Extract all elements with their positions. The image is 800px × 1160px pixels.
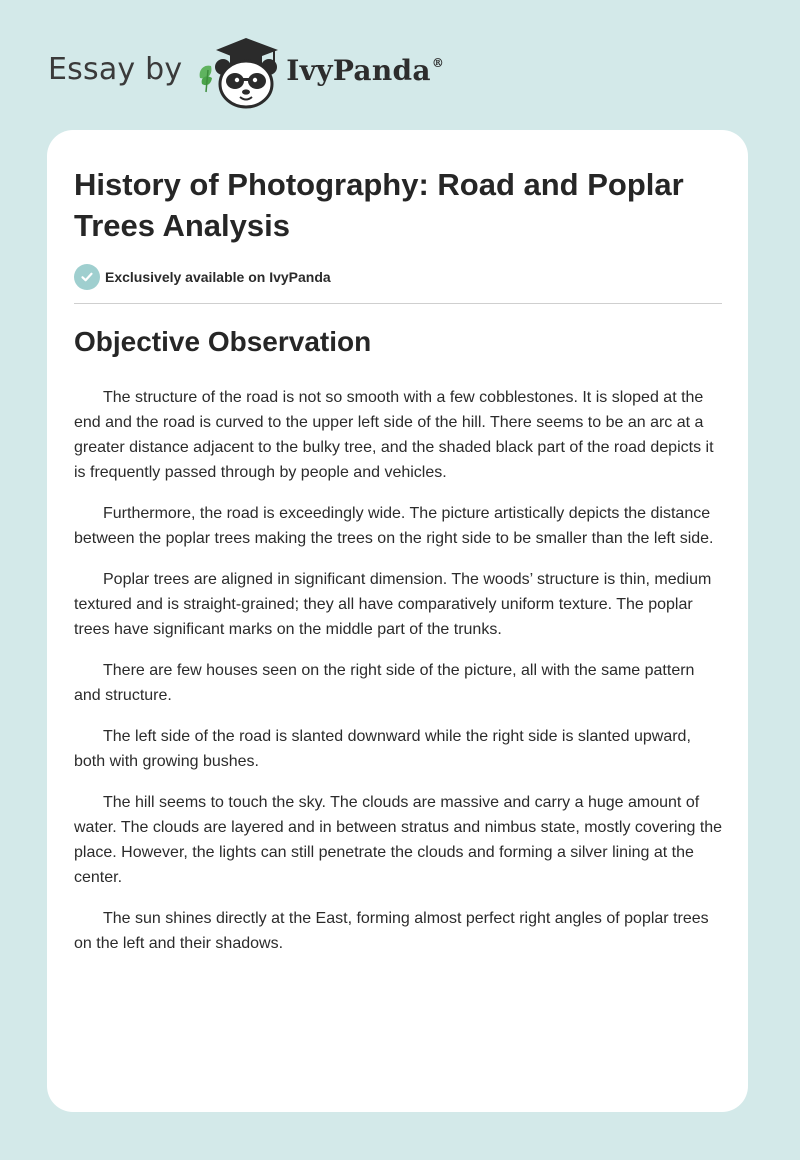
- exclusive-badge: [74, 264, 331, 290]
- essay-by-label: Essay by: [48, 51, 183, 87]
- article-body: [74, 385, 724, 972]
- paragraph-1: The structure of the road is not so smooth with a few cobblestones. It is sloped at the end and the road is curved to the upper left side of the hill. There seems to be an arc at a greater distance adjacent to the bulky tree, and the shaded black part of the road depicts it is frequently passed through by people and vehicles.: [74, 389, 714, 481]
- paragraph-2: Furthermore, the road is exceedingly wide. The picture artistically depicts the distance between the poplar trees making the trees on the right side to be smaller than the left side.: [74, 505, 714, 547]
- paragraph-5: The left side of the road is slanted downward while the right side is slanted upward, both with growing bushes.: [74, 728, 691, 770]
- title-divider: [74, 303, 722, 304]
- paragraph-6: The hill seems to touch the sky. The clouds are massive and carry a huge amount of water. The clouds are layered and in between stratus and nimbus state, mostly covering the place. However, the lights can still penetrate the clouds and forming a silver lining at the center.: [74, 794, 723, 886]
- exclusive-badge-label: Exclusively available on IvyPanda: [105, 269, 331, 285]
- article-card: [47, 130, 748, 1112]
- check-circle-icon: [74, 264, 100, 290]
- section-heading: Objective Observation: [74, 326, 372, 357]
- paragraph-4: There are few houses seen on the right side of the picture, all with the same pattern and structure.: [74, 662, 695, 704]
- registered-mark: ®: [431, 55, 445, 70]
- brand-name[interactable]: IvyPanda®: [286, 53, 445, 87]
- paragraph-3: Poplar trees are aligned in significant dimension. The woods’ structure is thin, medium textured and is straight-grained; they all have comparatively uniform texture. The poplar trees have significant marks on the middle part of the trunks.: [74, 571, 712, 638]
- article-title: History of Photography: Road and Poplar Trees Analysis: [74, 167, 684, 243]
- site-header: [48, 34, 444, 110]
- paragraph-7: The sun shines directly at the East, forming almost perfect right angles of poplar trees on the left and their shadows.: [74, 910, 709, 952]
- panda-graduate-logo-icon[interactable]: [196, 34, 282, 110]
